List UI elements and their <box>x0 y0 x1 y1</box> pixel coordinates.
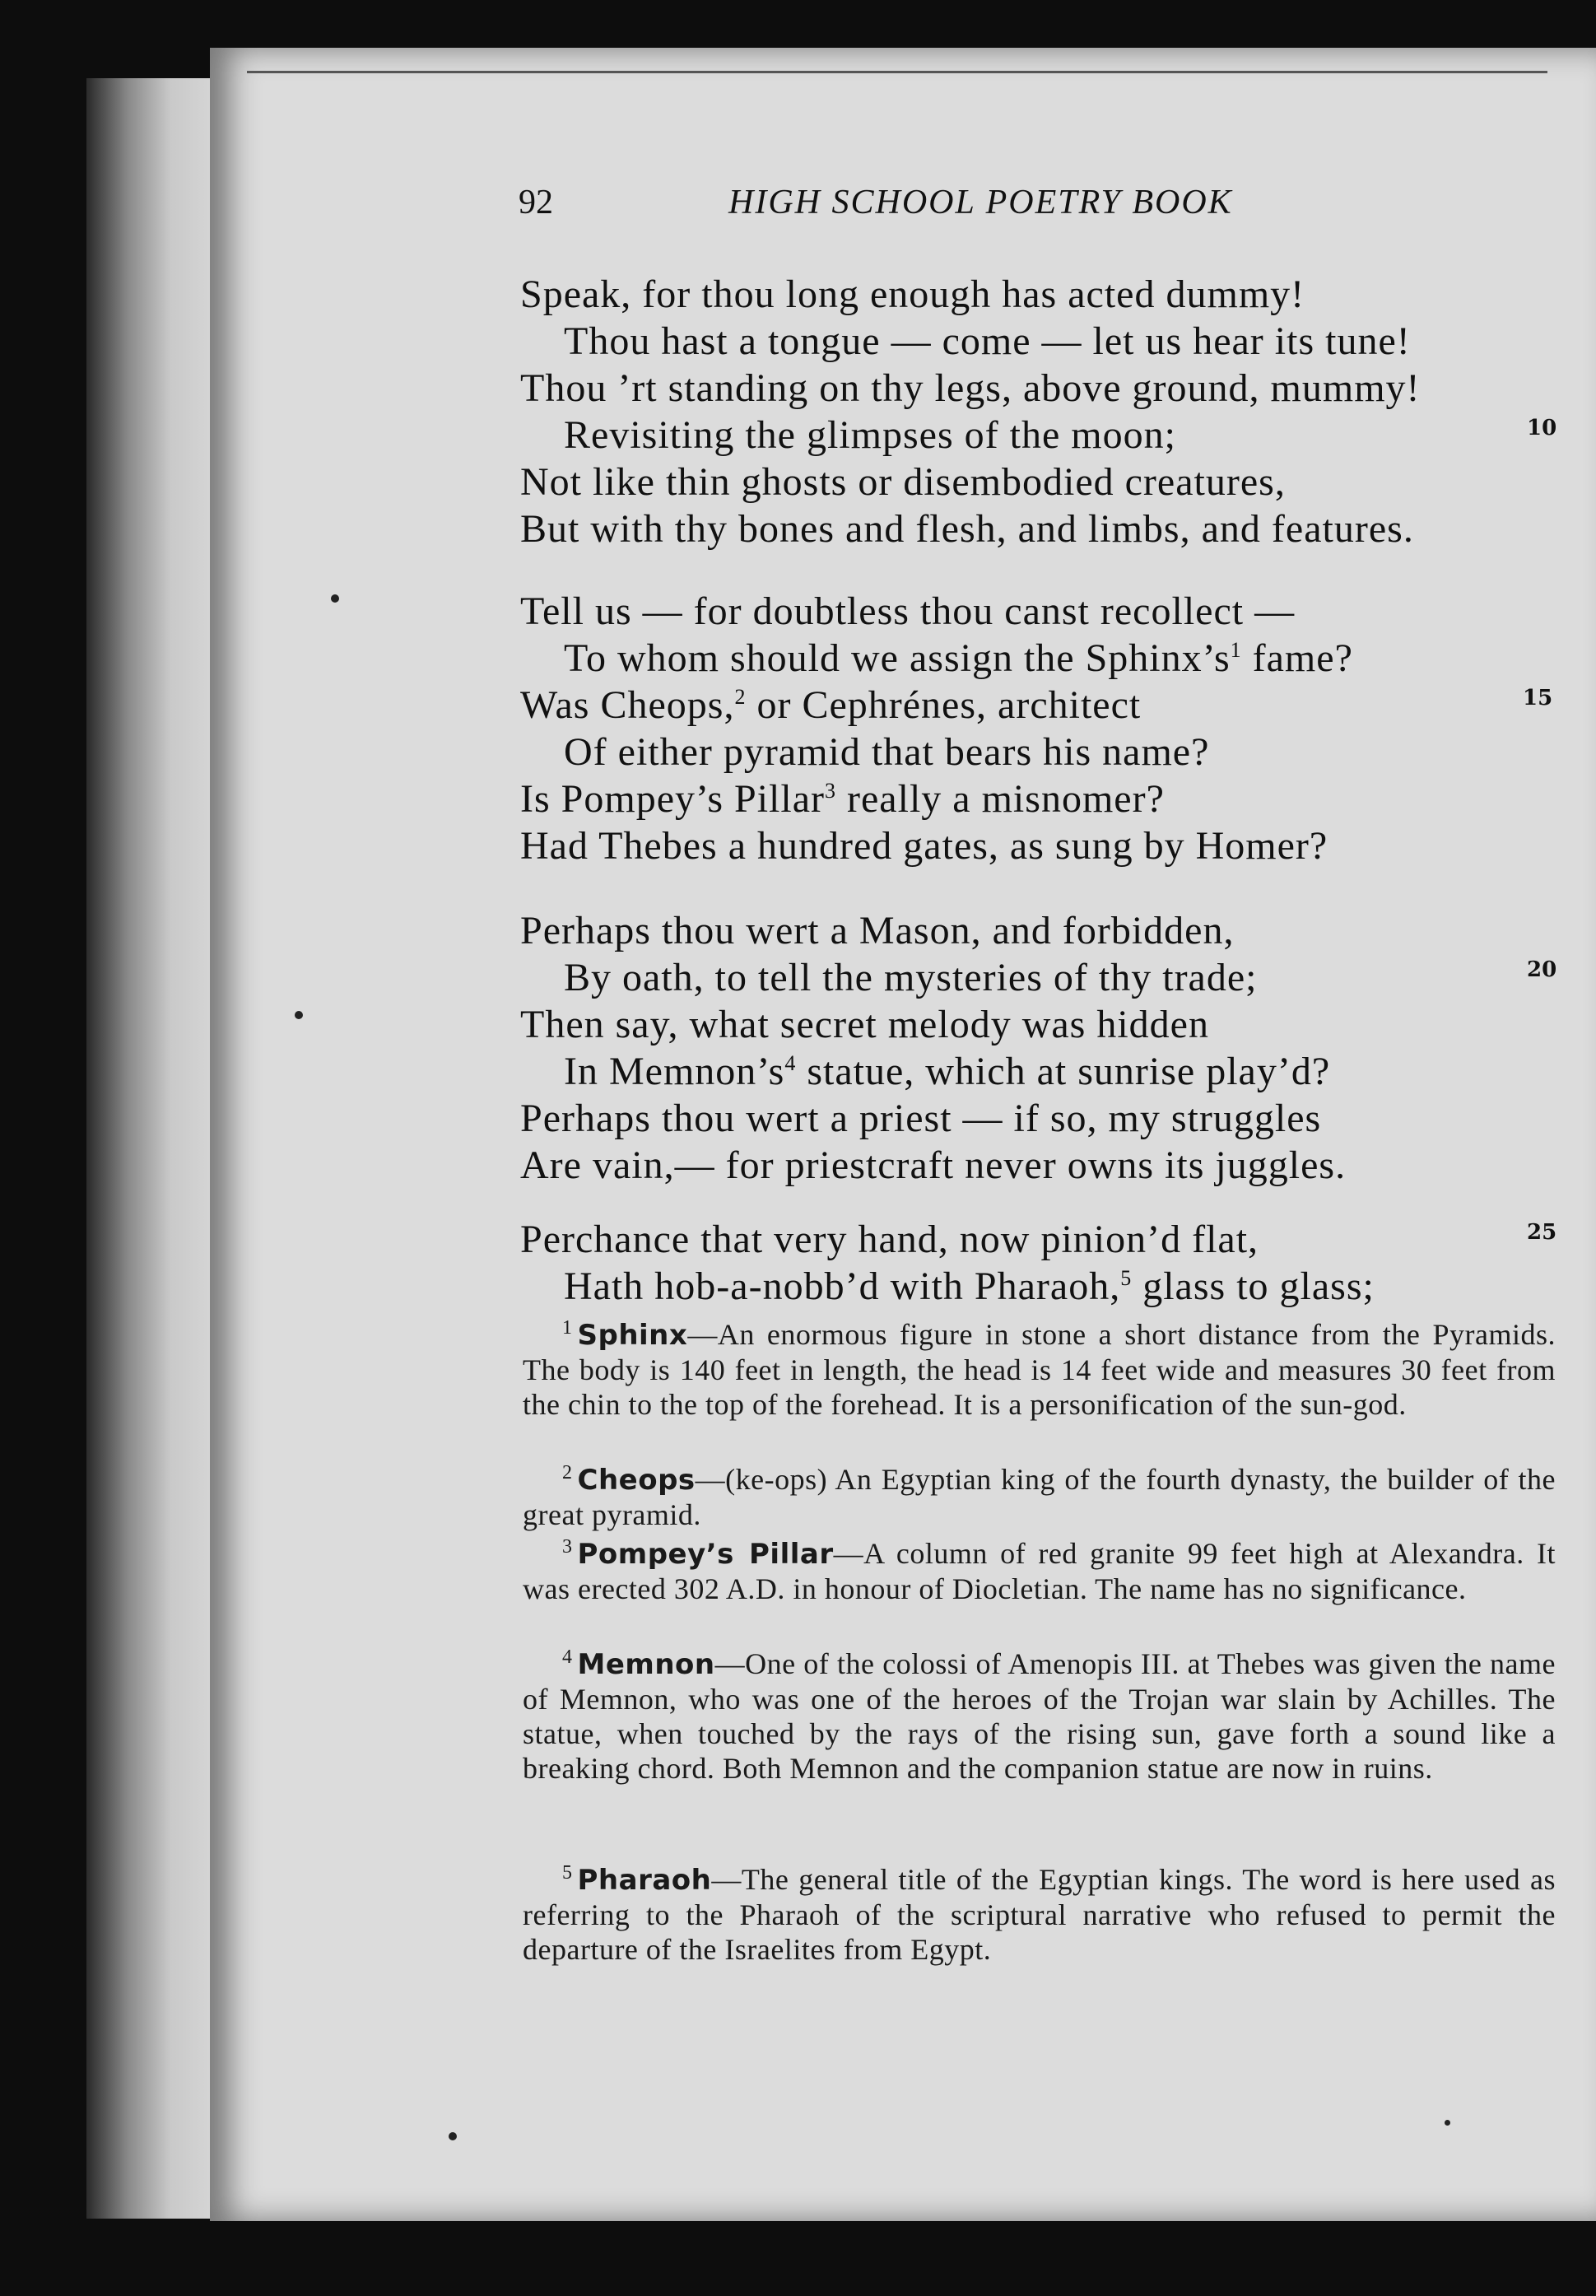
footnote-ref: 1 <box>1230 638 1242 662</box>
footnote-term: Memnon <box>577 1648 715 1681</box>
footnote-number: 4 <box>562 1646 573 1668</box>
verse-line: Of either pyramid that bears his name? <box>564 730 1210 774</box>
footnote-text: —A column of red granite 99 feet high at Alexandra. It was erected 302 A.D. in honour of Diocletian. The name has no significance. <box>523 1537 1556 1605</box>
verse-line: Perhaps thou wert a Mason, and forbidden, <box>520 909 1235 952</box>
footnote-text: —One of the colossi of Amenopis III. at Thebes was given the name of Memnon, who was one of the heroes of the Trojan war slain by Achilles. The statue, when touched by the rays of the rising sun, gave forth a sound like a breaking chord. Both Memnon and the companion statue are now in ruins. <box>523 1647 1556 1785</box>
verse-line: Had Thebes a hundred gates, as sung by Homer? <box>520 824 1328 868</box>
scan-speck <box>331 594 339 603</box>
verse-text: Hath hob-a-nobb’d with Pharaoh, <box>564 1264 1121 1308</box>
verse-line: Tell us — for doubtless thou canst recollect — <box>520 589 1296 633</box>
verse-line: Thou hast a tongue — come — let us hear its tune! <box>564 319 1411 363</box>
verse-text: really a misnomer? <box>847 777 1165 821</box>
verse-text: Was Cheops, <box>520 683 735 727</box>
footnote-ref: 3 <box>825 779 837 803</box>
line-number: 25 <box>1527 1220 1557 1245</box>
footnote-text: —(ke-ops) An Egyptian king of the fourth dynasty, the builder of the great pyramid. <box>523 1463 1556 1531</box>
footnote-ref: 2 <box>734 685 747 709</box>
scan-speck <box>295 1011 303 1019</box>
footnote-number: 2 <box>562 1462 573 1483</box>
footnote <box>523 1536 1556 1606</box>
footnote-text: —The general title of the Egyptian kings. The word is here used as referring to the Pharaoh of the scriptural narrative who refused to permit the departure of the Israelites from Egypt. <box>523 1863 1556 1966</box>
page-header <box>519 183 1342 232</box>
verse-line: Perhaps thou wert a priest — if so, my struggles <box>520 1097 1322 1140</box>
verse-line <box>564 636 1353 681</box>
footnote-text: —An enormous figure in stone a short distance from the Pyramids. The body is 140 feet in length, the head is 14 feet wide and measures 30 feet from the chin to the top of the forehead. It is a personification of the sun-god. <box>523 1318 1556 1421</box>
verse-text: To whom should we assign the Sphinx’s <box>564 636 1231 680</box>
footnote <box>523 1646 1556 1786</box>
verse-text: fame? <box>1252 636 1353 680</box>
verse-line <box>520 776 1165 822</box>
footnote-number: 5 <box>562 1862 573 1884</box>
footnote-number: 3 <box>562 1536 573 1558</box>
footnote <box>523 1317 1556 1422</box>
footnote-number: 1 <box>562 1317 573 1339</box>
line-number: 15 <box>1523 686 1553 710</box>
verse-line: But with thy bones and flesh, and limbs, and features. <box>520 507 1414 551</box>
verse-line: Speak, for thou long enough has acted dummy! <box>520 272 1305 316</box>
verse-line: Perchance that very hand, now pinion’d flat, <box>520 1218 1259 1261</box>
footnote-term: Pompey’s Pillar <box>577 1538 834 1571</box>
page-top-border <box>247 71 1547 73</box>
scan-speck <box>449 2132 457 2140</box>
verse-line: Then say, what secret melody was hidden <box>520 1003 1209 1046</box>
verse-text: In Memnon’s <box>564 1050 785 1093</box>
running-title: HIGH SCHOOL POETRY BOOK <box>728 184 1233 221</box>
page-number: 92 <box>519 184 553 221</box>
footnote <box>523 1862 1556 1967</box>
line-number: 20 <box>1527 957 1557 982</box>
verse-line <box>520 682 1141 728</box>
page-edge-shadow <box>86 78 226 2219</box>
verse-line: Are vain,— for priestcraft never owns its juggles. <box>520 1143 1347 1187</box>
verse-line: Revisiting the glimpses of the moon; <box>564 413 1176 457</box>
verse-line <box>564 1049 1330 1094</box>
verse-text: glass to glass; <box>1142 1264 1375 1308</box>
verse-line: By oath, to tell the mysteries of thy trade; <box>564 956 1258 999</box>
footnote-term: Sphinx <box>577 1319 688 1352</box>
verse-line: Thou ’rt standing on thy legs, above ground, mummy! <box>520 366 1421 410</box>
footnote-term: Cheops <box>577 1464 696 1497</box>
verse-text: or Cephrénes, architect <box>756 683 1142 727</box>
verse-text: Is Pompey’s Pillar <box>520 777 826 821</box>
footnote-term: Pharaoh <box>577 1864 712 1897</box>
line-number: 10 <box>1527 416 1557 440</box>
verse-text: statue, which at sunrise play’d? <box>807 1050 1331 1093</box>
footnote-ref: 5 <box>1120 1266 1133 1290</box>
scan-speck <box>1445 2120 1450 2126</box>
verse-line: Not like thin ghosts or disembodied creatures, <box>520 460 1286 504</box>
footnote-ref: 4 <box>784 1051 797 1075</box>
verse-line <box>564 1264 1375 1309</box>
footnote <box>523 1462 1556 1532</box>
